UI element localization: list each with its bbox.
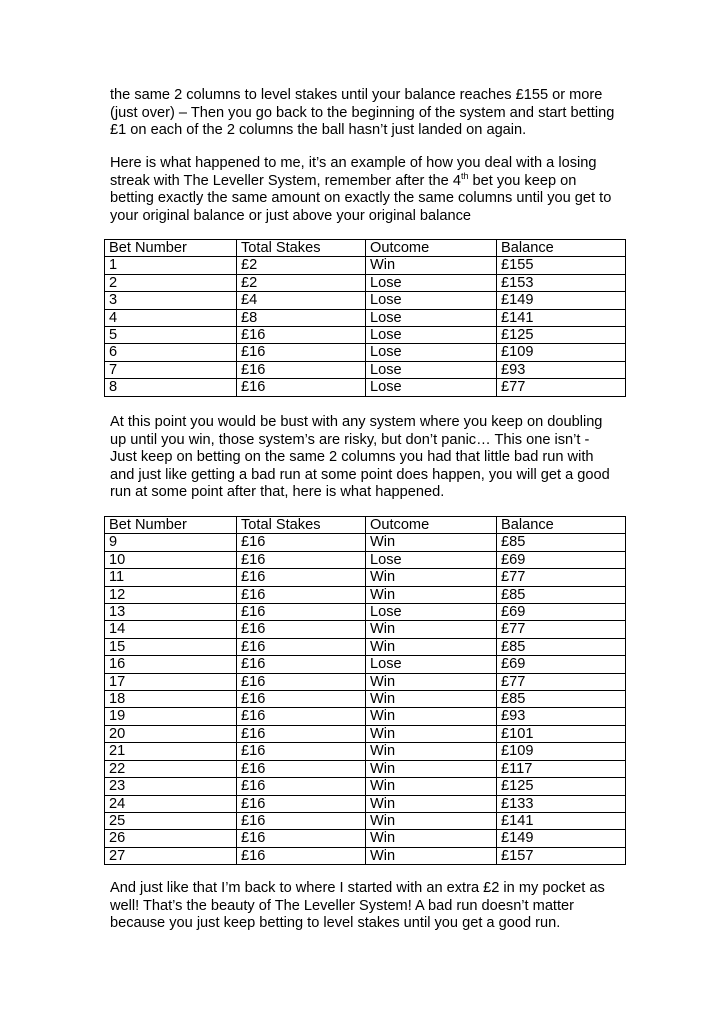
bet-number-cell: 24	[105, 795, 237, 812]
example-line-text: bet you keep on	[468, 172, 577, 189]
balance-cell: £69	[497, 604, 626, 621]
total-stakes-cell: £16	[237, 551, 366, 568]
table-row	[105, 327, 626, 344]
balance-cell: £69	[497, 551, 626, 568]
outcome-cell: Win	[366, 725, 497, 742]
bet-number-cell: 1	[105, 257, 237, 274]
total-stakes-cell: £16	[237, 691, 366, 708]
outcome-cell: Win	[366, 586, 497, 603]
table-row	[105, 257, 626, 274]
header-bet-number: Bet Number	[105, 240, 237, 257]
example-paragraph	[110, 155, 630, 225]
outcome-cell: Lose	[366, 656, 497, 673]
outcome-cell: Win	[366, 812, 497, 829]
balance-cell: £77	[497, 621, 626, 638]
bet-number-cell: 9	[105, 534, 237, 551]
total-stakes-cell: £16	[237, 795, 366, 812]
closing-paragraph	[110, 880, 630, 933]
bet-number-cell: 16	[105, 656, 237, 673]
middle-line: and just like getting a bad run at some point does happen, you will get a good	[110, 466, 610, 483]
balance-cell: £77	[497, 569, 626, 586]
balance-cell: £85	[497, 638, 626, 655]
outcome-cell: Win	[366, 569, 497, 586]
bet-number-cell: 3	[105, 292, 237, 309]
bet-number-cell: 6	[105, 344, 237, 361]
total-stakes-cell: £16	[237, 534, 366, 551]
bet-number-cell: 5	[105, 327, 237, 344]
table-row	[105, 708, 626, 725]
table-row	[105, 638, 626, 655]
total-stakes-cell: £16	[237, 778, 366, 795]
table-row	[105, 743, 626, 760]
closing-line: And just like that I’m back to where I started with an extra £2 in my pocket as	[110, 880, 605, 896]
total-stakes-cell: £8	[237, 309, 366, 326]
table-row	[105, 309, 626, 326]
balance-cell: £109	[497, 344, 626, 361]
bet-number-cell: 2	[105, 274, 237, 291]
middle-paragraph	[110, 414, 630, 502]
outcome-cell: Win	[366, 638, 497, 655]
total-stakes-cell: £16	[237, 830, 366, 847]
balance-cell: £141	[497, 309, 626, 326]
outcome-cell: Lose	[366, 361, 497, 378]
balance-cell: £101	[497, 725, 626, 742]
bet-number-cell: 10	[105, 551, 237, 568]
table-row	[105, 673, 626, 690]
total-stakes-cell: £16	[237, 327, 366, 344]
outcome-cell: Win	[366, 743, 497, 760]
outcome-cell: Win	[366, 847, 497, 864]
table-row	[105, 274, 626, 291]
outcome-cell: Lose	[366, 551, 497, 568]
table-header-row	[105, 517, 626, 534]
header-balance: Balance	[497, 517, 626, 534]
outcome-cell: Win	[366, 673, 497, 690]
table-row	[105, 551, 626, 568]
total-stakes-cell: £16	[237, 760, 366, 777]
bet-number-cell: 21	[105, 743, 237, 760]
total-stakes-cell: £16	[237, 621, 366, 638]
intro-line: (just over) – Then you go back to the beginning of the system and start betting	[110, 104, 615, 121]
middle-line: up until you win, those system’s are risky, but don’t panic… This one isn’t -	[110, 431, 590, 448]
balance-cell: £153	[497, 274, 626, 291]
bet-number-cell: 18	[105, 691, 237, 708]
bet-number-cell: 20	[105, 725, 237, 742]
table-row	[105, 847, 626, 864]
bet-number-cell: 14	[105, 621, 237, 638]
table-row	[105, 361, 626, 378]
bet-number-cell: 13	[105, 604, 237, 621]
middle-line: At this point you would be bust with any system where you keep on doubling	[110, 414, 603, 430]
balance-cell: £157	[497, 847, 626, 864]
table-row	[105, 691, 626, 708]
total-stakes-cell: £4	[237, 292, 366, 309]
outcome-cell: Win	[366, 830, 497, 847]
closing-line: because you just keep betting to level stakes until you get a good run.	[110, 915, 561, 931]
table-row	[105, 778, 626, 795]
table-row	[105, 725, 626, 742]
total-stakes-cell: £2	[237, 257, 366, 274]
total-stakes-cell: £16	[237, 708, 366, 725]
bet-number-cell: 15	[105, 638, 237, 655]
table-row	[105, 534, 626, 551]
balance-cell: £77	[497, 379, 626, 396]
table-row	[105, 379, 626, 396]
balance-cell: £125	[497, 778, 626, 795]
total-stakes-cell: £16	[237, 361, 366, 378]
balance-cell: £69	[497, 656, 626, 673]
outcome-cell: Win	[366, 708, 497, 725]
header-total-stakes: Total Stakes	[237, 517, 366, 534]
bet-number-cell: 12	[105, 586, 237, 603]
middle-line: Just keep on betting on the same 2 columns you had that little bad run with	[110, 449, 594, 465]
total-stakes-cell: £16	[237, 847, 366, 864]
balance-cell: £141	[497, 812, 626, 829]
total-stakes-cell: £16	[237, 344, 366, 361]
middle-line: run at some point after that, here is what happened.	[110, 484, 445, 500]
balance-cell: £93	[497, 361, 626, 378]
balance-cell: £93	[497, 708, 626, 725]
balance-cell: £125	[497, 327, 626, 344]
outcome-cell: Win	[366, 691, 497, 708]
balance-cell: £133	[497, 795, 626, 812]
total-stakes-cell: £16	[237, 673, 366, 690]
ordinal-suffix: th	[460, 170, 469, 181]
outcome-cell: Lose	[366, 344, 497, 361]
header-outcome: Outcome	[366, 240, 497, 257]
example-line	[110, 170, 630, 191]
balance-cell: £149	[497, 830, 626, 847]
balance-cell: £117	[497, 760, 626, 777]
table-row	[105, 586, 626, 603]
table-row	[105, 292, 626, 309]
example-line: your original balance or just above your original balance	[110, 207, 472, 224]
total-stakes-cell: £16	[237, 812, 366, 829]
outcome-cell: Win	[366, 760, 497, 777]
example-line: betting exactly the same amount on exactly the same columns until you get to	[110, 190, 612, 206]
table-row	[105, 812, 626, 829]
outcome-cell: Win	[366, 257, 497, 274]
outcome-cell: Win	[366, 534, 497, 551]
balance-cell: £85	[497, 586, 626, 603]
outcome-cell: Lose	[366, 292, 497, 309]
header-balance: Balance	[497, 240, 626, 257]
intro-line: £1 on each of the 2 columns the ball hasn’t just landed on again.	[110, 122, 527, 138]
total-stakes-cell: £16	[237, 586, 366, 603]
outcome-cell: Lose	[366, 327, 497, 344]
total-stakes-cell: £16	[237, 604, 366, 621]
bet-number-cell: 25	[105, 812, 237, 829]
table-row	[105, 621, 626, 638]
total-stakes-cell: £16	[237, 656, 366, 673]
bet-number-cell: 17	[105, 673, 237, 690]
recovery-table	[104, 516, 626, 865]
balance-cell: £155	[497, 257, 626, 274]
balance-cell: £77	[497, 673, 626, 690]
example-line-text: streak with The Leveller System, remember after the 4	[110, 172, 461, 189]
table-row	[105, 344, 626, 361]
table-row	[105, 760, 626, 777]
bet-number-cell: 26	[105, 830, 237, 847]
bet-number-cell: 27	[105, 847, 237, 864]
outcome-cell: Lose	[366, 379, 497, 396]
bet-number-cell: 8	[105, 379, 237, 396]
intro-line: the same 2 columns to level stakes until your balance reaches £155 or more	[110, 87, 603, 103]
total-stakes-cell: £16	[237, 638, 366, 655]
outcome-cell: Win	[366, 778, 497, 795]
outcome-cell: Win	[366, 621, 497, 638]
balance-cell: £149	[497, 292, 626, 309]
table-row	[105, 795, 626, 812]
bet-number-cell: 19	[105, 708, 237, 725]
outcome-cell: Lose	[366, 274, 497, 291]
total-stakes-cell: £16	[237, 725, 366, 742]
total-stakes-cell: £2	[237, 274, 366, 291]
bet-number-cell: 23	[105, 778, 237, 795]
total-stakes-cell: £16	[237, 743, 366, 760]
outcome-cell: Lose	[366, 604, 497, 621]
bet-number-cell: 4	[105, 309, 237, 326]
balance-cell: £85	[497, 534, 626, 551]
total-stakes-cell: £16	[237, 569, 366, 586]
balance-cell: £85	[497, 691, 626, 708]
balance-cell: £109	[497, 743, 626, 760]
intro-paragraph	[110, 87, 630, 140]
table-row	[105, 604, 626, 621]
table-header-row	[105, 240, 626, 257]
header-outcome: Outcome	[366, 517, 497, 534]
outcome-cell: Win	[366, 795, 497, 812]
bet-number-cell: 11	[105, 569, 237, 586]
header-total-stakes: Total Stakes	[237, 240, 366, 257]
header-bet-number: Bet Number	[105, 517, 237, 534]
bet-number-cell: 22	[105, 760, 237, 777]
bet-number-cell: 7	[105, 361, 237, 378]
table-row	[105, 569, 626, 586]
losing-streak-table	[104, 239, 626, 397]
table-row	[105, 830, 626, 847]
example-line: Here is what happened to me, it’s an example of how you deal with a losing	[110, 155, 597, 171]
outcome-cell: Lose	[366, 309, 497, 326]
closing-line: well! That’s the beauty of The Leveller System! A bad run doesn’t matter	[110, 897, 575, 914]
total-stakes-cell: £16	[237, 379, 366, 396]
table-row	[105, 656, 626, 673]
